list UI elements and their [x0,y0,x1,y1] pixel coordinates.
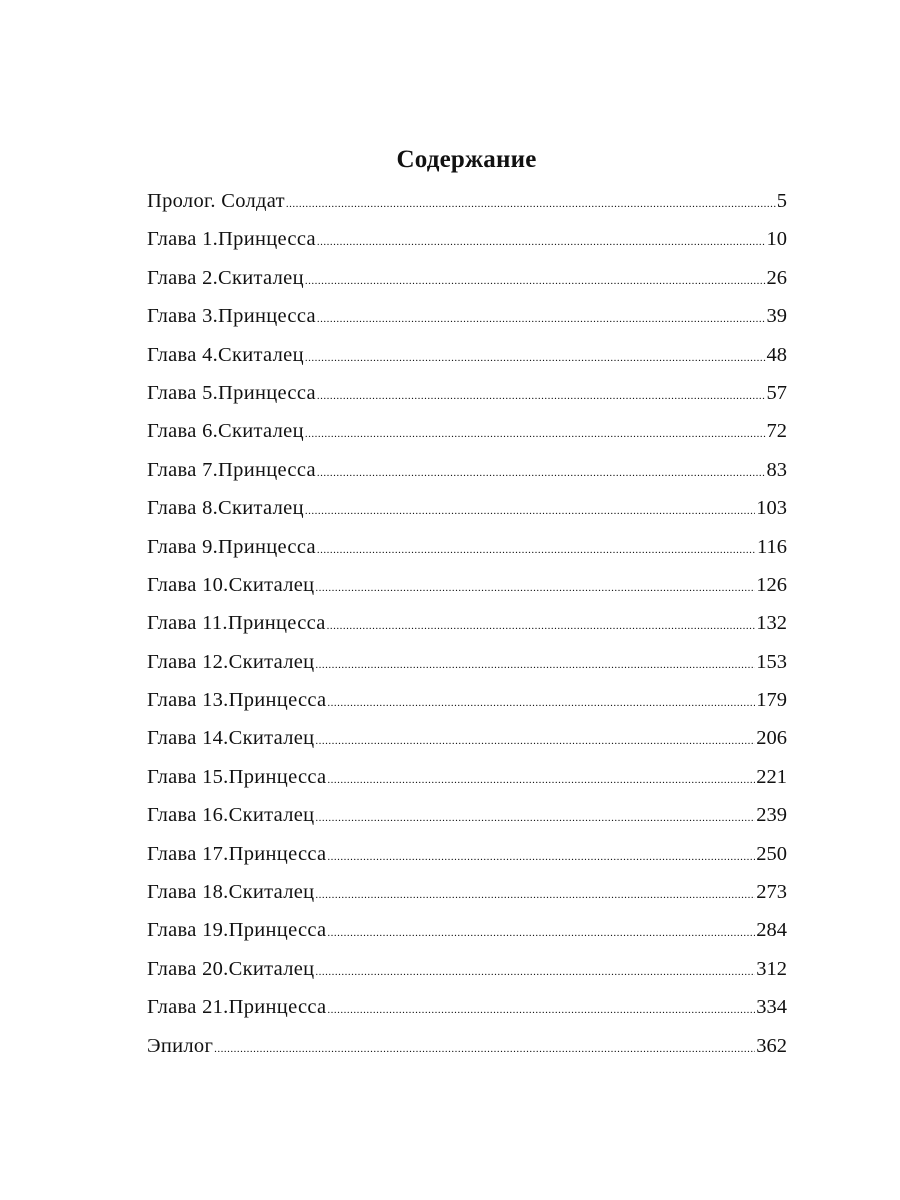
toc-entry-page: 132 [756,612,787,635]
toc-entry-chapter-10 [147,566,787,604]
toc-leader [305,262,766,300]
toc-leader [317,300,766,338]
toc-entry-chapter-11 [147,604,787,642]
toc-leader [317,223,766,261]
toc-entry-chapter-4 [147,336,787,374]
toc-entry-chapter-17 [147,835,787,873]
toc-entry-label: Эпилог [147,1034,214,1057]
toc-entry-page: 5 [776,190,787,212]
toc-leader [305,415,766,453]
toc-entry-chapter-9 [147,528,787,566]
toc-entry-chapter-12 [147,643,787,681]
toc-leader [327,838,755,876]
toc-entry-page: 179 [756,689,787,712]
toc-entry-page: 206 [756,727,787,750]
toc-entry-page: 116 [757,535,787,558]
toc-entry-label: Глава 16.Скиталец [147,804,315,827]
toc-entry-page: 126 [756,573,787,596]
toc-entry-label: Глава 2.Скиталец [147,266,304,289]
toc-entry-label: Глава 9.Принцесса [147,535,316,558]
toc-entry-page: 239 [756,804,787,827]
table-of-contents [147,182,787,1065]
toc-entry-chapter-18 [147,873,787,911]
toc-entry-page: 83 [766,458,787,481]
toc-entry-page: 57 [766,381,787,404]
toc-entry-page: 250 [756,842,787,865]
toc-entry-epilogue [147,1027,787,1065]
toc-entry-label: Глава 10.Скиталец [147,573,315,596]
toc-leader [327,914,755,952]
toc-entry-page: 10 [766,228,787,251]
toc-entry-label: Глава 20.Скиталец [147,957,315,980]
toc-entry-label: Глава 4.Скиталец [147,343,304,366]
toc-entry-label: Глава 17.Принцесса [147,842,327,865]
toc-entry-label: Глава 14.Скиталец [147,727,315,750]
toc-entry-chapter-21 [147,988,787,1026]
toc-entry-chapter-1 [147,220,787,258]
toc-leader [317,454,766,492]
toc-leader [305,339,766,377]
toc-leader [214,1030,755,1068]
toc-entry-page: 72 [766,420,787,443]
toc-leader [327,684,755,722]
toc-entry-prologue [147,182,787,220]
toc-leader [315,569,755,607]
toc-leader [315,953,755,991]
toc-entry-page: 48 [766,343,787,366]
toc-leader [315,722,755,760]
toc-entry-chapter-8 [147,489,787,527]
toc-entry-label: Глава 18.Скиталец [147,881,315,904]
toc-entry-label: Глава 1.Принцесса [147,228,316,251]
toc-entry-chapter-3 [147,297,787,335]
toc-entry-page: 312 [756,957,787,980]
toc-entry-label: Пролог. Солдат [147,190,285,212]
toc-entry-page: 334 [756,996,787,1019]
toc-entry-chapter-15 [147,758,787,796]
toc-entry-chapter-14 [147,719,787,757]
toc-entry-chapter-20 [147,950,787,988]
toc-entry-label: Глава 15.Принцесса [147,765,327,788]
toc-entry-page: 39 [766,305,787,328]
toc-entry-label: Глава 13.Принцесса [147,689,327,712]
toc-leader [327,761,755,799]
toc-leader [305,492,755,530]
toc-entry-label: Глава 12.Скиталец [147,650,315,673]
toc-entry-label: Глава 8.Скиталец [147,497,304,520]
toc-leader [327,991,755,1029]
toc-entry-chapter-7 [147,451,787,489]
toc-entry-label: Глава 19.Принцесса [147,919,327,942]
toc-entry-chapter-19 [147,911,787,949]
toc-leader [315,646,755,684]
toc-leader [315,876,755,914]
toc-leader [317,377,766,415]
toc-entry-label: Глава 11.Принцесса [147,612,326,635]
toc-leader [286,185,776,223]
toc-entry-label: Глава 7.Принцесса [147,458,316,481]
toc-entry-page: 153 [756,650,787,673]
toc-entry-page: 362 [756,1034,787,1057]
toc-entry-page: 221 [756,765,787,788]
toc-entry-chapter-5 [147,374,787,412]
toc-entry-label: Глава 21.Принцесса [147,996,327,1019]
toc-entry-page: 284 [756,919,787,942]
page-title: Содержание [396,146,537,173]
toc-entry-page: 26 [766,266,787,289]
toc-entry-chapter-16 [147,796,787,834]
toc-leader [315,799,755,837]
toc-entry-label: Глава 5.Принцесса [147,381,316,404]
toc-entry-chapter-2 [147,259,787,297]
toc-leader [327,607,756,645]
toc-entry-label: Глава 3.Принцесса [147,305,316,328]
toc-entry-chapter-13 [147,681,787,719]
toc-entry-page: 103 [756,497,787,520]
toc-entry-chapter-6 [147,412,787,450]
toc-entry-page: 273 [756,881,787,904]
toc-entry-label: Глава 6.Скиталец [147,420,304,443]
toc-leader [317,531,756,569]
